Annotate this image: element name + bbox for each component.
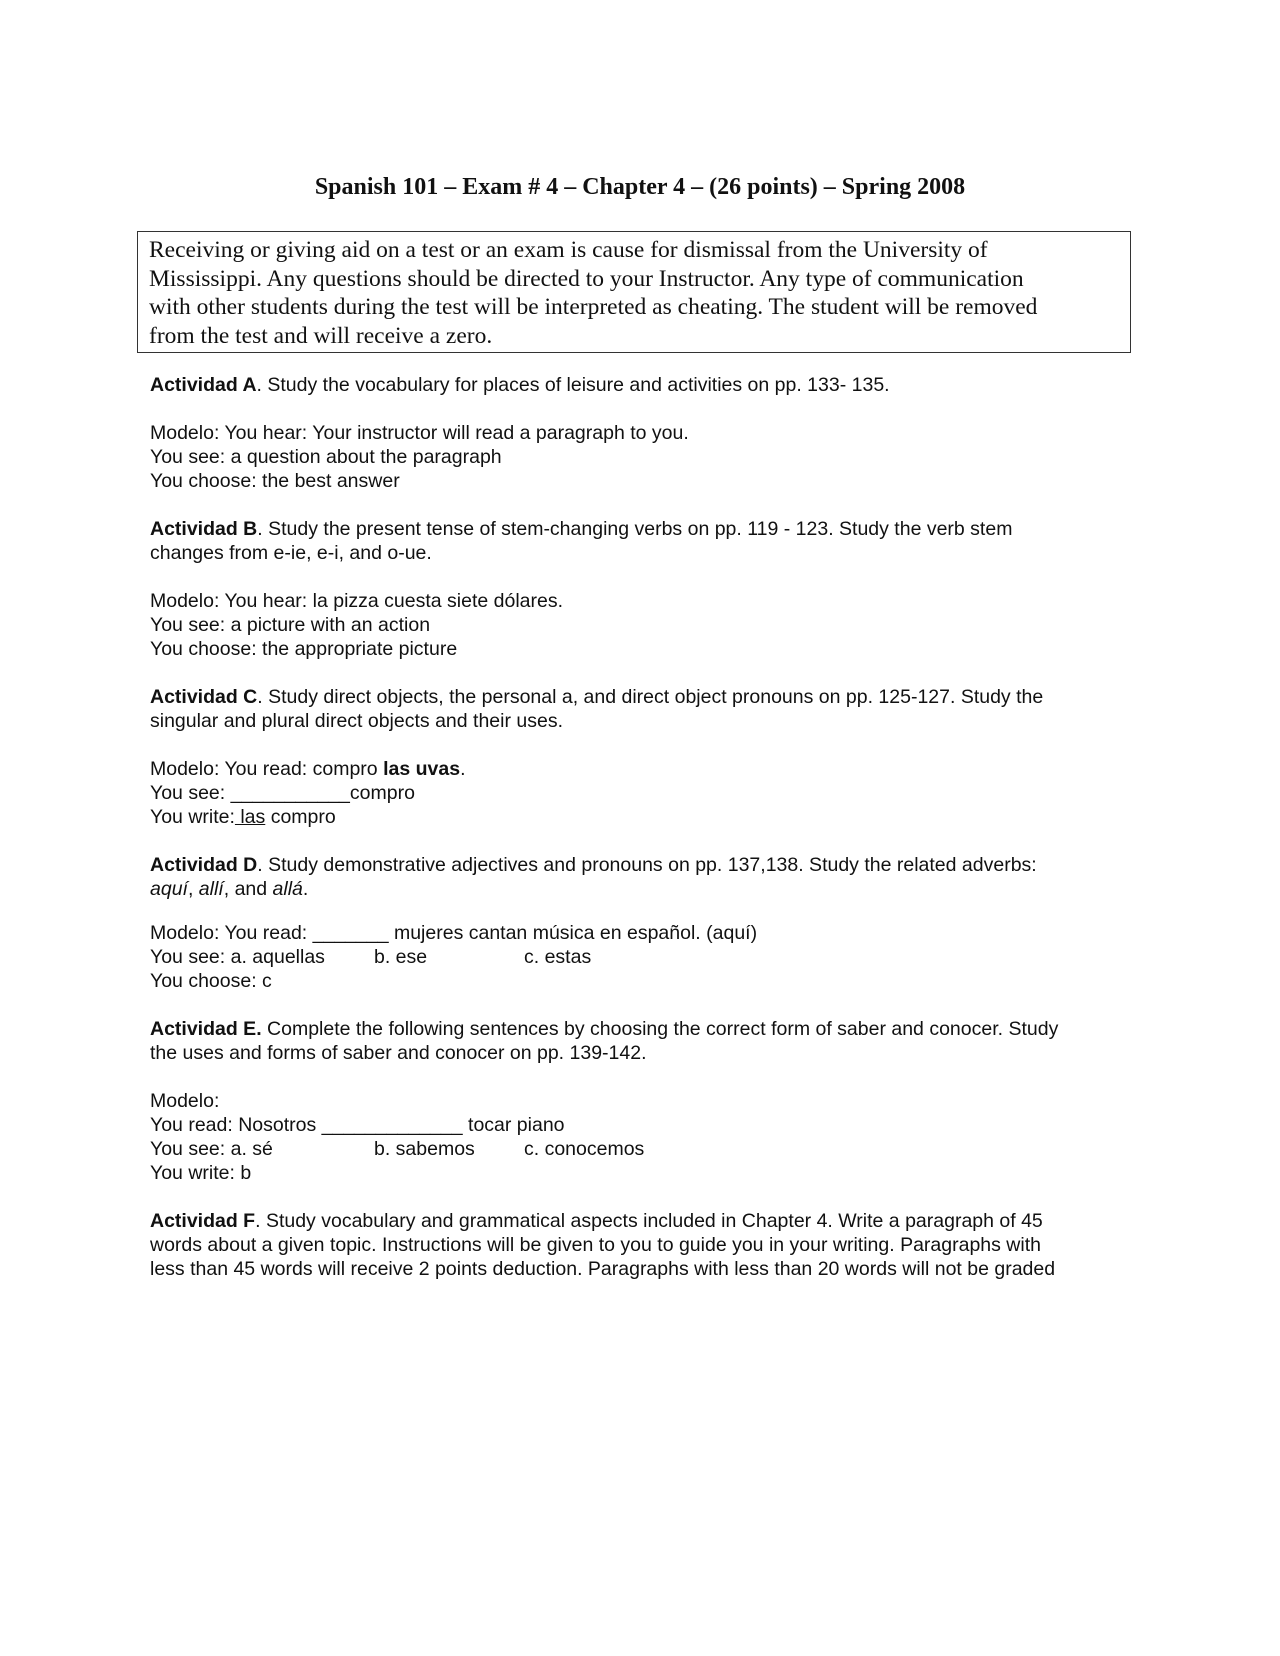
modelo-line: You choose: the best answer <box>150 470 400 492</box>
actividad-e-heading: Actividad E. <box>150 1018 262 1040</box>
modelo-line: You choose: the appropriate picture <box>150 638 458 660</box>
actividad-c-text: . Study direct objects, the personal a, and direct object pronouns on pp. 125-127. Study the <box>257 686 1044 708</box>
actividad-f-text: words about a given topic. Instructions will be given to you to guide you in your writing. Paragraphs with <box>150 1234 1041 1256</box>
modelo-line: You see: a. aquellas b. ese c. estas <box>150 946 592 968</box>
notice-line: from the test and will receive a zero. <box>149 322 493 349</box>
actividad-c-text: singular and plural direct objects and their uses. <box>150 710 563 732</box>
actividad-b-text: . Study the present tense of stem-changing verbs on pp. 119 - 123. Study the verb stem <box>257 518 1013 540</box>
page-title: Spanish 101 – Exam # 4 – Chapter 4 – (26 points) – Spring 2008 <box>314 174 966 200</box>
exam-content <box>150 373 1150 1281</box>
academic-integrity-notice <box>137 231 1131 353</box>
actividad-b-text: changes from e-ie, e-i, and o-ue. <box>150 542 432 564</box>
notice-line: with other students during the test will be interpreted as cheating. The student will be removed <box>149 294 1038 320</box>
actividad-d-adverbs: aquí, allí, and allá. <box>150 878 309 900</box>
actividad-f <box>150 1209 1150 1281</box>
actividad-f-heading: Actividad F <box>150 1210 256 1232</box>
actividad-d-heading: Actividad D <box>150 854 258 876</box>
modelo-line: You see: a question about the paragraph <box>150 446 502 468</box>
modelo-line: Modelo: You read: compro las uvas. <box>150 758 466 780</box>
modelo-line: Modelo: You read: _______ mujeres cantan música en español. (aquí) <box>150 922 758 944</box>
actividad-b-heading: Actividad B <box>150 518 258 540</box>
actividad-e <box>150 1017 1150 1185</box>
actividad-f-text: less than 45 words will receive 2 points deduction. Paragraphs with less than 20 words will not be graded <box>150 1258 1056 1280</box>
modelo-line: Modelo: <box>150 1090 220 1112</box>
underlined-answer: las <box>234 806 266 828</box>
actividad-f-text: . Study vocabulary and grammatical aspects included in Chapter 4. Write a paragraph of 45 <box>255 1210 1043 1232</box>
actividad-c-heading: Actividad C <box>150 686 258 708</box>
modelo-line: Modelo: You hear: Your instructor will read a paragraph to you. <box>150 422 689 444</box>
modelo-line: You see: ___________compro <box>150 782 415 804</box>
modelo-line: You see: a picture with an action <box>150 614 431 636</box>
actividad-c <box>150 685 1150 829</box>
actividad-e-text: Complete the following sentences by choosing the correct form of saber and conocer. Study <box>261 1018 1059 1040</box>
bold-phrase: las uvas <box>383 758 461 780</box>
actividad-d <box>150 853 1150 993</box>
modelo-line: You write: las compro <box>150 806 336 828</box>
actividad-e-text: the uses and forms of saber and conocer on pp. 139-142. <box>150 1042 647 1064</box>
actividad-a-text: . Study the vocabulary for places of leisure and activities on pp. 133- 135. <box>256 374 890 396</box>
notice-line: Mississippi. Any questions should be directed to your Instructor. Any type of communication <box>149 265 1024 292</box>
modelo-line: You choose: c <box>150 970 272 992</box>
notice-line: Receiving or giving aid on a test or an exam is cause for dismissal from the University of <box>149 237 988 263</box>
actividad-a <box>150 373 1150 493</box>
modelo-line: Modelo: You hear: la pizza cuesta siete dólares. <box>150 590 564 612</box>
actividad-a-heading: Actividad A <box>150 374 257 396</box>
modelo-line: You write: b <box>150 1162 252 1184</box>
actividad-d-text: . Study demonstrative adjectives and pronouns on pp. 137,138. Study the related adverbs: <box>257 854 1037 876</box>
modelo-line: You see: a. sé b. sabemos c. conocemos <box>150 1138 645 1160</box>
modelo-line: You read: Nosotros _____________ tocar piano <box>150 1114 565 1136</box>
actividad-b <box>150 517 1150 661</box>
